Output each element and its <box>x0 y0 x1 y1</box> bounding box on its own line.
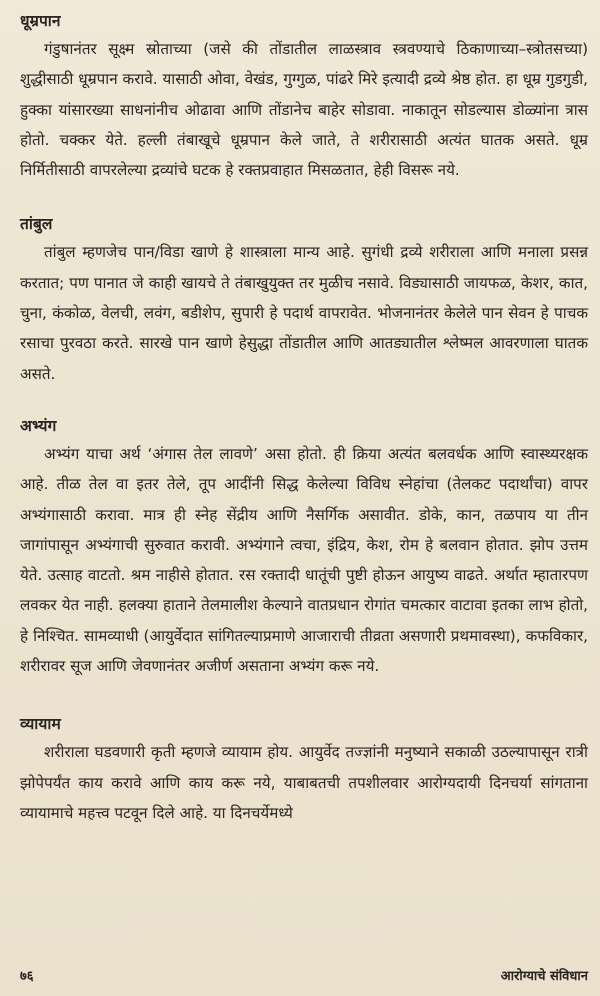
section-abhyanga <box>20 413 588 681</box>
section-spacer <box>20 681 588 711</box>
section-title-abhyanga: अभ्यंग <box>20 416 57 435</box>
section-dhumrapan <box>20 8 588 185</box>
section-body-vyayam: शरीराला घडवणारी कृती म्हणजे व्यायाम होय. आयुर्वेद तज्ज्ञांनी मनुष्याने सकाळी उठल्यापासून रात्री झोपेपर्यंत काय करावे आणि काय करू नये, याबाबतची तपशीलवार आरोग्यदायी दिनचर्या सांगताना व्यायामाचे महत्त्व पटवून दिले आहे. या दिनचर्येमध्ये <box>20 743 588 822</box>
running-book-title: आरोग्याचे संविधान <box>500 969 588 984</box>
section-title-dhumrapan: धूम्रपान <box>20 12 61 30</box>
section-tambul <box>20 211 588 388</box>
section-title-vyayam: व्यायाम <box>20 715 61 734</box>
page-footer <box>20 966 588 992</box>
section-spacer <box>20 185 588 211</box>
section-title-tambul: तांबुल <box>20 215 53 234</box>
section-body-dhumrapan: गंडुषानंतर सूक्ष्म स्रोताच्या (जसे की तोंडातील लाळस्त्राव स्त्रवण्याचे ठिकाणाच्या–स्त्रोतसच्या) शुद्धीसाठी धूम्रपान करावे. यासाठी ओवा, वेखंड, गुग्गुळ, पांढरे मिरे इत्यादी द्रव्ये श्रेष्ठ होत. हा धूम्र गुडगुडी, हुक्का यांसारख्या साधनांनीच ओढावा आणि तोंडानेच बाहेर सोडावा. नाकातून सोडल्यास डोळ्यांना त्रास होतो. चक्कर येते. हल्ली तंबाखूचे धूम्रपान केले जाते, ते शरीरासाठी अत्यंत घातक असते. धूम्र निर्मितीसाठी वापरलेल्या द्रव्यांचे घटक हे रक्तप्रवाहात मिसळतात, हेही विसरू नये. <box>20 40 588 180</box>
section-body-tambul: तांबुल म्हणजेच पान/विडा खाणे हे शास्त्राला मान्य आहे. सुगंधी द्रव्ये शरीराला आणि मनाला प्रसन्न करतात; पण पानात जे काही खायचे ते तंबाखुयुक्त तर मुळीच नसावे. विड्यासाठी जायफळ, केशर, कात, चुना, कंकोळ, वेलची, लवंग, बडीशेप, सुपारी हे पदार्थ वापरावेत. भोजनानंतर केलेले पान सेवन हे पाचक रसाचा पुरवठा करते. सारखे पान खाणे हेसुद्धा तोंडातील आणि आतड्यातील श्लेष्मल आवरणाला घातक असते. <box>20 243 588 383</box>
section-vyayam <box>20 711 588 828</box>
page-content <box>20 8 588 828</box>
page-number: ७६ <box>20 969 34 984</box>
section-spacer <box>20 389 588 413</box>
section-body-abhyanga: अभ्यंग याचा अर्थ ‘अंगास तेल लावणे’ असा होतो. ही क्रिया अत्यंत बलवर्धक आणि स्वास्थ्यरक्षक आहे. तीळ तेल वा इतर तेले, तूप आदींनी सिद्ध केलेल्या विविध स्नेहांचा (तेलकट पदार्थांचा) वापर अभ्यंगासाठी करावा. मात्र ही स्नेह सेंद्रीय आणि नैसर्गिक असावीत. डोके, कान, तळपाय या तीन जागांपासून अभ्यंगाची सुरुवात करावी. अभ्यंगाने त्वचा, इंद्रिय, केश, रोम हे बलवान होतात. झोप उत्तम येते. उत्साह वाटतो. श्रम नाहीसे होतात. रस रक्तादी धातूंची पुष्टी होऊन आयुष्य वाढते. अर्थात म्हातारपण लवकर येत नाही. हलक्या हाताने तेलमालीश केल्याने वातप्रधान रोगांत चमत्कार वाटावा इतका लाभ होतो, हे निश्चित. सामव्याधी (आयुर्वेदात सांगितल्याप्रमाणे आजाराची तीव्रता असणारी प्रथमावस्था), कफविकार, शरीरावर सूज आणि जेवणानंतर अजीर्ण असताना अभ्यंग करू नये. <box>20 444 588 676</box>
